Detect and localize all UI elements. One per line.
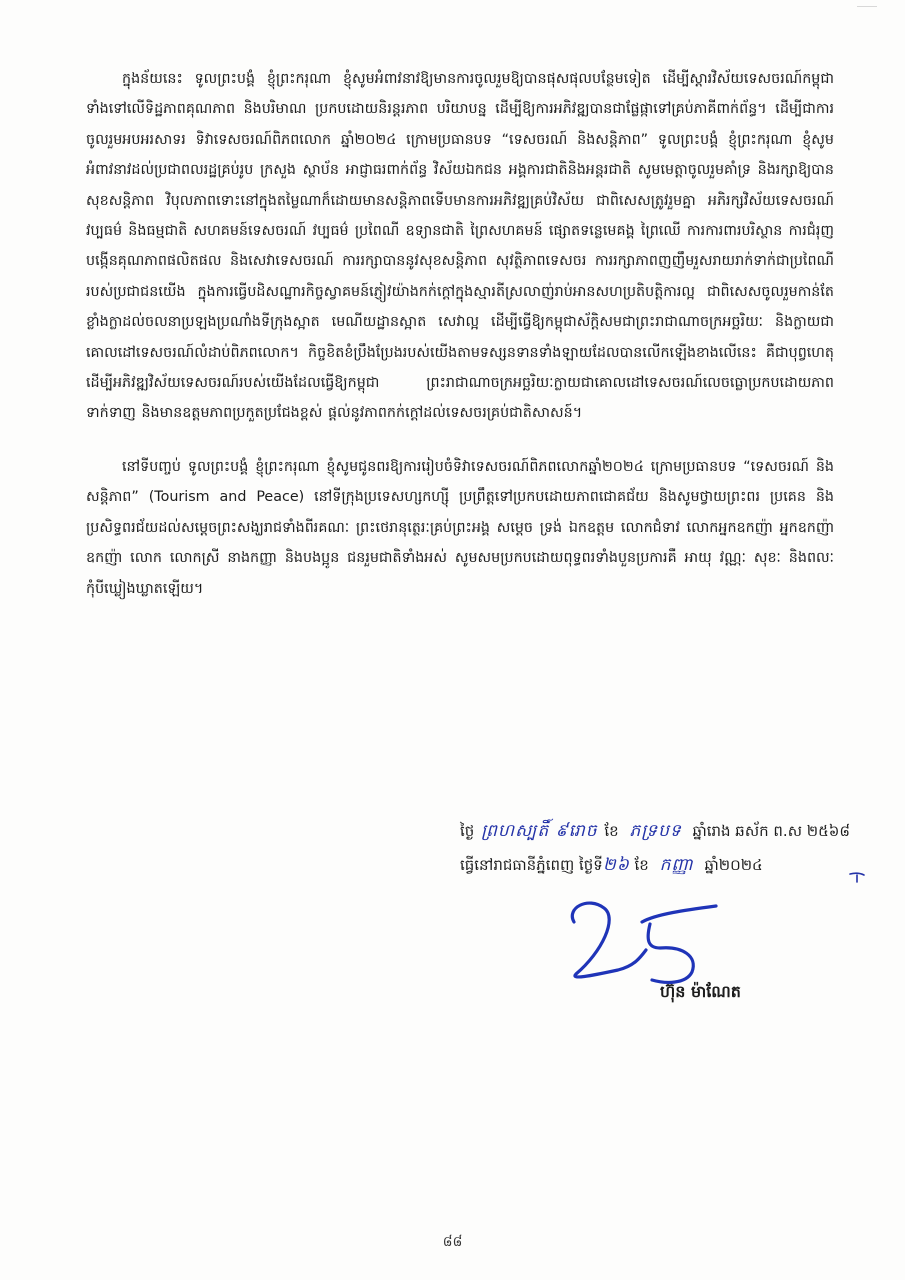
paragraph-2: នៅទីបញ្ចប់ ទូលព្រះបង្គំ ខ្ញុំព្រះករុណា ខ្ញុំសូមជូនពរឱ្យការរៀបចំទិវាទេសចរណ៍ពិភពលោកឆ្នាំ២០២៤ ក្រោមប្រធានបទ “ទេសចរណ៍ និងសន្តិភាព” (Tourism and Peace) នៅទីក្រុងប្រទេសហ្សកហ្ស៊ី ប្រព្រឹត្តទៅប្រកបដោយភាពជោគជ័យ និងសូមថ្វាយព្រះពរ ប្រគេន និងប្រសិទ្ធពរជ័យដល់សម្តេចព្រះសង្ឃរាជទាំងពីរគណៈ ព្រះថេរានុត្ថេរៈគ្រប់ព្រះអង្គ សម្តេច ទ្រង់ ឯកឧត្តម លោកជំទាវ លោកអ្នកឧកញ៉ា អ្នកឧកញ៉ា ឧកញ៉ា លោក លោកស្រី នាងកញ្ញា និងបងប្អូន ជនរួមជាតិទាំងអស់ សូមសមប្រកបដោយពុទ្ធពរទាំងបួនប្រការគឺ អាយុ វណ្ណៈ សុខៈ និងពលៈ កុំបីឃ្លៀងឃ្លាតឡើយ។ [86, 458, 834, 597]
handwritten-month: កញ្ញា [659, 855, 694, 875]
handwritten-lunar-day: ព្រហស្បតិ៍ ៩រោច [481, 821, 598, 841]
year: ឆ្នាំ២០២៤ [704, 856, 763, 874]
handwritten-lunar-month: ភទ្របទ [629, 821, 682, 841]
page-number: ៨៨ [442, 1234, 463, 1250]
date-block [460, 814, 900, 882]
pen-mark-icon [848, 870, 868, 884]
lunar-year: ឆ្នាំរោង ឆស័ក ព.ស ២៥៦៨ [692, 822, 850, 840]
handwritten-signature-icon [556, 888, 736, 988]
signer-name: ហ៊ុន ម៉ាណែត [660, 982, 741, 1001]
handwritten-day: ២៦ [602, 855, 630, 875]
solar-date-line [460, 848, 900, 882]
letter-body [86, 64, 834, 627]
place-prefix: ធ្វើនៅរាជធានីភ្នំពេញ ថ្ងៃទី [460, 856, 603, 874]
lunar-date-line [460, 814, 900, 848]
scan-mark [857, 6, 877, 13]
lunar-day-prefix: ថ្ងៃ [460, 822, 475, 840]
lunar-month-prefix: ខែ [604, 822, 619, 840]
paragraph-1: ក្នុងន័យនេះ ទូលព្រះបង្គំ ខ្ញុំព្រះករុណា ខ្ញុំសូមអំពាវនាវឱ្យមានការចូលរួមឱ្យបានផុសផុលបន្ថែមទៀត ដើម្បីស្តារវិស័យទេសចរណ៍កម្ពុជា ទាំងទៅលើទិដ្ឋភាពគុណភាព និងបរិមាណ ប្រកបដោយនិរន្តរភាព បរិយាបន្ន ដើម្បីឱ្យការអភិវឌ្ឍបានជាផ្លែផ្កាទៅគ្រប់ភាគីពាក់ព័ន្ធ។ ដើម្បីជាការចូលរួមអបអរសាទរ ទិវាទេសចរណ៍ពិភពលោក ឆ្នាំ២០២៤ ក្រោមប្រធានបទ “ទេសចរណ៍ និងសន្តិភាព” ទូលព្រះបង្គំ ខ្ញុំព្រះករុណា ខ្ញុំសូមអំពាវនាវដល់ប្រជាពលរដ្ឋគ្រប់រូប ក្រសួង ស្ថាប័ន អាជ្ញាធរពាក់ព័ន្ធ វិស័យឯកជន អង្គការជាតិនិងអន្តរជាតិ សូមមេត្តាចូលរួមគាំទ្រ និងរក្សាឱ្យបានសុខសន្តិភាព វិបុលភាពទោះនៅក្នុងតម្លៃណាក៏ដោយមានសន្តិភាពទើបមានការអភិវឌ្ឍគ្រប់វិស័យ ជាពិសេសត្រូវរួមគ្នា អភិរក្សវិស័យទេសចរណ៍វប្បធម៌ និងធម្មជាតិ សហគមន៍ទេសចរណ៍ វប្បធម៌ ប្រពៃណី ឧទ្យានជាតិ ព្រៃសហគមន៍ ផ្សោតទន្លេមេគង្គ ព្រៃឈើ ការការពារបរិស្ថាន ការជំរុញបង្កើនគុណភាពផលិតផល និងសេវាទេសចរណ៍ ការរក្សាបាននូវសុខសន្តិភាព សុវត្ថិភាពទេសចរ ការរក្សាភាពញញឹមរួសរាយរាក់ទាក់ជាប្រពៃណីរបស់ប្រជាជនយើង ក្នុងការធ្វើបដិសណ្ឋារកិច្ចស្វាគមន៍ភ្ញៀវយ៉ាងកក់ក្តៅក្នុងស្មារតីស្រលាញ់រាប់អានសហប្រតិបត្តិការល្អ ជាពិសេសចូលរួមកាន់តែខ្លាំងក្លាដល់ចលនាប្រឡងប្រណាំងទីក្រុងស្អាត មេណីយដ្ឋានស្អាត សេវាល្អ ដើម្បីធ្វើឱ្យកម្ពុជាស័ក្តិសមជាព្រះរាជាណាចក្រអច្ឆរិយៈ និងក្លាយជាគោលដៅទេសចរណ៍លំដាប់ពិភពលោក។ កិច្ចខិតខំប្រឹងប្រែងរបស់យើងតាមទស្សនទានទាំងឡាយដែលបានលើកឡើងខាងលើនេះ គឺជាបុព្វហេតុដើម្បីអភិវឌ្ឍវិស័យទេសចរណ៍របស់យើងដែលធ្វើឱ្យកម្ពុជា ព្រះរាជាណាចក្រអច្ឆរិយៈក្លាយជាគោលដៅទេសចរណ៍លេចធ្លោប្រកបដោយភាពទាក់ទាញ និងមានឧត្តមភាពប្រកួតប្រជែងខ្ពស់ ផ្តល់នូវភាពកក់ក្តៅដល់ទេសចរគ្រប់ជាតិសាសន៍។ [86, 71, 834, 422]
month-prefix: ខែ [634, 856, 649, 874]
